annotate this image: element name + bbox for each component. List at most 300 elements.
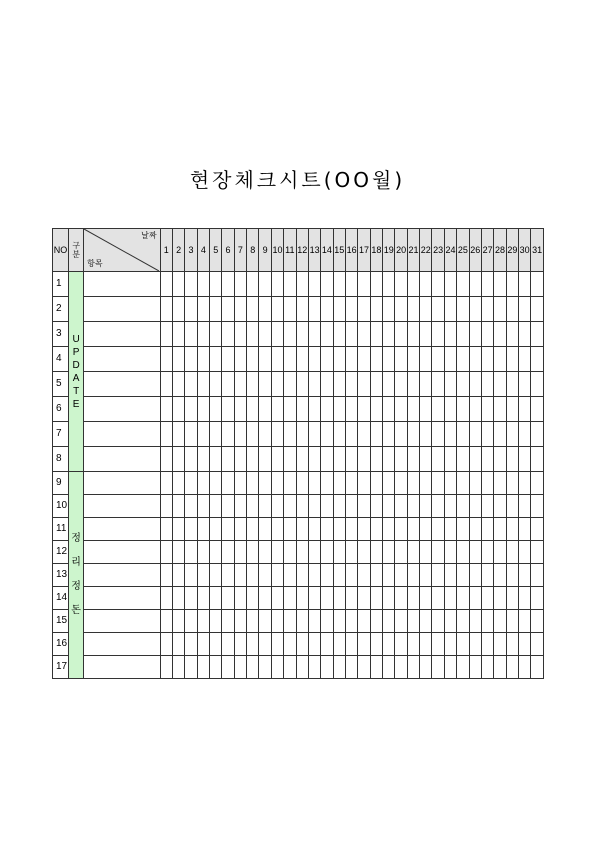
check-cell-day-30[interactable] xyxy=(519,322,531,347)
check-cell-day-28[interactable] xyxy=(494,347,506,372)
check-cell-day-15[interactable] xyxy=(333,372,345,397)
item-cell[interactable] xyxy=(84,518,160,541)
check-cell-day-30[interactable] xyxy=(519,495,531,518)
check-cell-day-3[interactable] xyxy=(185,518,197,541)
check-cell-day-7[interactable] xyxy=(234,272,246,297)
check-cell-day-8[interactable] xyxy=(247,272,259,297)
check-cell-day-1[interactable] xyxy=(160,297,172,322)
check-cell-day-25[interactable] xyxy=(457,397,469,422)
check-cell-day-28[interactable] xyxy=(494,472,506,495)
item-cell[interactable] xyxy=(84,587,160,610)
check-cell-day-29[interactable] xyxy=(506,587,518,610)
check-cell-day-30[interactable] xyxy=(519,347,531,372)
check-cell-day-18[interactable] xyxy=(370,472,382,495)
check-cell-day-2[interactable] xyxy=(172,518,184,541)
check-cell-day-2[interactable] xyxy=(172,272,184,297)
check-cell-day-6[interactable] xyxy=(222,422,234,447)
check-cell-day-8[interactable] xyxy=(247,495,259,518)
check-cell-day-23[interactable] xyxy=(432,372,444,397)
check-cell-day-21[interactable] xyxy=(407,541,419,564)
check-cell-day-1[interactable] xyxy=(160,518,172,541)
check-cell-day-14[interactable] xyxy=(321,422,333,447)
check-cell-day-1[interactable] xyxy=(160,610,172,633)
check-cell-day-27[interactable] xyxy=(481,422,493,447)
check-cell-day-27[interactable] xyxy=(481,397,493,422)
check-cell-day-26[interactable] xyxy=(469,472,481,495)
check-cell-day-11[interactable] xyxy=(284,447,296,472)
check-cell-day-5[interactable] xyxy=(210,564,222,587)
check-cell-day-19[interactable] xyxy=(383,564,395,587)
check-cell-day-22[interactable] xyxy=(420,610,432,633)
check-cell-day-19[interactable] xyxy=(383,633,395,656)
check-cell-day-13[interactable] xyxy=(308,610,320,633)
check-cell-day-12[interactable] xyxy=(296,422,308,447)
check-cell-day-7[interactable] xyxy=(234,372,246,397)
check-cell-day-12[interactable] xyxy=(296,272,308,297)
check-cell-day-11[interactable] xyxy=(284,610,296,633)
check-cell-day-2[interactable] xyxy=(172,656,184,679)
check-cell-day-26[interactable] xyxy=(469,372,481,397)
check-cell-day-24[interactable] xyxy=(444,447,456,472)
check-cell-day-29[interactable] xyxy=(506,372,518,397)
check-cell-day-25[interactable] xyxy=(457,447,469,472)
check-cell-day-9[interactable] xyxy=(259,422,271,447)
check-cell-day-15[interactable] xyxy=(333,397,345,422)
check-cell-day-22[interactable] xyxy=(420,564,432,587)
check-cell-day-1[interactable] xyxy=(160,564,172,587)
check-cell-day-1[interactable] xyxy=(160,347,172,372)
check-cell-day-29[interactable] xyxy=(506,447,518,472)
check-cell-day-16[interactable] xyxy=(345,587,357,610)
check-cell-day-31[interactable] xyxy=(531,397,544,422)
check-cell-day-11[interactable] xyxy=(284,518,296,541)
check-cell-day-3[interactable] xyxy=(185,397,197,422)
check-cell-day-17[interactable] xyxy=(358,541,370,564)
check-cell-day-20[interactable] xyxy=(395,397,407,422)
check-cell-day-10[interactable] xyxy=(271,472,283,495)
check-cell-day-30[interactable] xyxy=(519,564,531,587)
check-cell-day-4[interactable] xyxy=(197,610,209,633)
check-cell-day-8[interactable] xyxy=(247,322,259,347)
check-cell-day-3[interactable] xyxy=(185,633,197,656)
check-cell-day-28[interactable] xyxy=(494,447,506,472)
check-cell-day-10[interactable] xyxy=(271,495,283,518)
check-cell-day-10[interactable] xyxy=(271,272,283,297)
check-cell-day-9[interactable] xyxy=(259,541,271,564)
check-cell-day-15[interactable] xyxy=(333,422,345,447)
check-cell-day-6[interactable] xyxy=(222,272,234,297)
check-cell-day-27[interactable] xyxy=(481,472,493,495)
check-cell-day-25[interactable] xyxy=(457,633,469,656)
check-cell-day-2[interactable] xyxy=(172,564,184,587)
check-cell-day-13[interactable] xyxy=(308,633,320,656)
check-cell-day-28[interactable] xyxy=(494,518,506,541)
check-cell-day-7[interactable] xyxy=(234,610,246,633)
check-cell-day-16[interactable] xyxy=(345,372,357,397)
check-cell-day-7[interactable] xyxy=(234,322,246,347)
check-cell-day-17[interactable] xyxy=(358,272,370,297)
check-cell-day-21[interactable] xyxy=(407,397,419,422)
item-cell[interactable] xyxy=(84,347,160,372)
check-cell-day-24[interactable] xyxy=(444,495,456,518)
check-cell-day-30[interactable] xyxy=(519,447,531,472)
check-cell-day-28[interactable] xyxy=(494,372,506,397)
check-cell-day-27[interactable] xyxy=(481,372,493,397)
check-cell-day-22[interactable] xyxy=(420,297,432,322)
check-cell-day-3[interactable] xyxy=(185,610,197,633)
check-cell-day-5[interactable] xyxy=(210,610,222,633)
check-cell-day-23[interactable] xyxy=(432,518,444,541)
check-cell-day-2[interactable] xyxy=(172,347,184,372)
check-cell-day-24[interactable] xyxy=(444,347,456,372)
check-cell-day-26[interactable] xyxy=(469,422,481,447)
check-cell-day-9[interactable] xyxy=(259,347,271,372)
check-cell-day-28[interactable] xyxy=(494,297,506,322)
check-cell-day-8[interactable] xyxy=(247,297,259,322)
check-cell-day-29[interactable] xyxy=(506,564,518,587)
check-cell-day-24[interactable] xyxy=(444,610,456,633)
check-cell-day-29[interactable] xyxy=(506,541,518,564)
check-cell-day-24[interactable] xyxy=(444,472,456,495)
check-cell-day-26[interactable] xyxy=(469,633,481,656)
check-cell-day-3[interactable] xyxy=(185,541,197,564)
check-cell-day-7[interactable] xyxy=(234,447,246,472)
check-cell-day-11[interactable] xyxy=(284,541,296,564)
check-cell-day-12[interactable] xyxy=(296,322,308,347)
check-cell-day-18[interactable] xyxy=(370,541,382,564)
check-cell-day-7[interactable] xyxy=(234,587,246,610)
check-cell-day-11[interactable] xyxy=(284,472,296,495)
check-cell-day-3[interactable] xyxy=(185,297,197,322)
check-cell-day-19[interactable] xyxy=(383,656,395,679)
check-cell-day-9[interactable] xyxy=(259,297,271,322)
check-cell-day-13[interactable] xyxy=(308,541,320,564)
check-cell-day-2[interactable] xyxy=(172,610,184,633)
check-cell-day-9[interactable] xyxy=(259,372,271,397)
check-cell-day-28[interactable] xyxy=(494,610,506,633)
check-cell-day-13[interactable] xyxy=(308,272,320,297)
check-cell-day-16[interactable] xyxy=(345,397,357,422)
check-cell-day-11[interactable] xyxy=(284,372,296,397)
check-cell-day-17[interactable] xyxy=(358,495,370,518)
check-cell-day-20[interactable] xyxy=(395,587,407,610)
check-cell-day-12[interactable] xyxy=(296,518,308,541)
check-cell-day-31[interactable] xyxy=(531,495,544,518)
check-cell-day-21[interactable] xyxy=(407,518,419,541)
check-cell-day-29[interactable] xyxy=(506,397,518,422)
check-cell-day-13[interactable] xyxy=(308,422,320,447)
check-cell-day-28[interactable] xyxy=(494,495,506,518)
check-cell-day-14[interactable] xyxy=(321,472,333,495)
check-cell-day-5[interactable] xyxy=(210,422,222,447)
check-cell-day-24[interactable] xyxy=(444,541,456,564)
check-cell-day-20[interactable] xyxy=(395,564,407,587)
check-cell-day-29[interactable] xyxy=(506,272,518,297)
check-cell-day-30[interactable] xyxy=(519,633,531,656)
check-cell-day-23[interactable] xyxy=(432,447,444,472)
check-cell-day-7[interactable] xyxy=(234,656,246,679)
check-cell-day-4[interactable] xyxy=(197,495,209,518)
check-cell-day-25[interactable] xyxy=(457,518,469,541)
item-cell[interactable] xyxy=(84,422,160,447)
check-cell-day-21[interactable] xyxy=(407,495,419,518)
check-cell-day-15[interactable] xyxy=(333,472,345,495)
check-cell-day-28[interactable] xyxy=(494,397,506,422)
check-cell-day-1[interactable] xyxy=(160,656,172,679)
check-cell-day-25[interactable] xyxy=(457,372,469,397)
check-cell-day-7[interactable] xyxy=(234,541,246,564)
check-cell-day-24[interactable] xyxy=(444,587,456,610)
check-cell-day-19[interactable] xyxy=(383,322,395,347)
check-cell-day-17[interactable] xyxy=(358,472,370,495)
check-cell-day-14[interactable] xyxy=(321,272,333,297)
check-cell-day-25[interactable] xyxy=(457,347,469,372)
check-cell-day-5[interactable] xyxy=(210,272,222,297)
check-cell-day-23[interactable] xyxy=(432,587,444,610)
check-cell-day-10[interactable] xyxy=(271,397,283,422)
check-cell-day-8[interactable] xyxy=(247,447,259,472)
check-cell-day-2[interactable] xyxy=(172,472,184,495)
check-cell-day-2[interactable] xyxy=(172,422,184,447)
item-cell[interactable] xyxy=(84,397,160,422)
check-cell-day-30[interactable] xyxy=(519,422,531,447)
check-cell-day-11[interactable] xyxy=(284,347,296,372)
check-cell-day-16[interactable] xyxy=(345,495,357,518)
check-cell-day-4[interactable] xyxy=(197,472,209,495)
check-cell-day-27[interactable] xyxy=(481,272,493,297)
check-cell-day-12[interactable] xyxy=(296,495,308,518)
check-cell-day-31[interactable] xyxy=(531,422,544,447)
check-cell-day-21[interactable] xyxy=(407,347,419,372)
check-cell-day-17[interactable] xyxy=(358,372,370,397)
check-cell-day-4[interactable] xyxy=(197,633,209,656)
check-cell-day-31[interactable] xyxy=(531,272,544,297)
check-cell-day-15[interactable] xyxy=(333,610,345,633)
check-cell-day-24[interactable] xyxy=(444,422,456,447)
check-cell-day-1[interactable] xyxy=(160,587,172,610)
check-cell-day-3[interactable] xyxy=(185,422,197,447)
check-cell-day-25[interactable] xyxy=(457,422,469,447)
check-cell-day-26[interactable] xyxy=(469,397,481,422)
check-cell-day-26[interactable] xyxy=(469,322,481,347)
check-cell-day-12[interactable] xyxy=(296,587,308,610)
check-cell-day-12[interactable] xyxy=(296,372,308,397)
check-cell-day-1[interactable] xyxy=(160,633,172,656)
check-cell-day-13[interactable] xyxy=(308,397,320,422)
check-cell-day-19[interactable] xyxy=(383,372,395,397)
check-cell-day-14[interactable] xyxy=(321,610,333,633)
check-cell-day-5[interactable] xyxy=(210,495,222,518)
check-cell-day-27[interactable] xyxy=(481,447,493,472)
check-cell-day-23[interactable] xyxy=(432,633,444,656)
check-cell-day-13[interactable] xyxy=(308,347,320,372)
check-cell-day-17[interactable] xyxy=(358,610,370,633)
check-cell-day-6[interactable] xyxy=(222,541,234,564)
check-cell-day-17[interactable] xyxy=(358,447,370,472)
check-cell-day-10[interactable] xyxy=(271,347,283,372)
check-cell-day-31[interactable] xyxy=(531,541,544,564)
check-cell-day-26[interactable] xyxy=(469,495,481,518)
item-cell[interactable] xyxy=(84,297,160,322)
check-cell-day-9[interactable] xyxy=(259,633,271,656)
check-cell-day-5[interactable] xyxy=(210,322,222,347)
check-cell-day-30[interactable] xyxy=(519,272,531,297)
check-cell-day-11[interactable] xyxy=(284,397,296,422)
check-cell-day-18[interactable] xyxy=(370,610,382,633)
check-cell-day-9[interactable] xyxy=(259,587,271,610)
check-cell-day-17[interactable] xyxy=(358,347,370,372)
check-cell-day-1[interactable] xyxy=(160,272,172,297)
check-cell-day-16[interactable] xyxy=(345,518,357,541)
check-cell-day-2[interactable] xyxy=(172,633,184,656)
check-cell-day-1[interactable] xyxy=(160,472,172,495)
check-cell-day-3[interactable] xyxy=(185,564,197,587)
check-cell-day-8[interactable] xyxy=(247,472,259,495)
check-cell-day-6[interactable] xyxy=(222,447,234,472)
item-cell[interactable] xyxy=(84,656,160,679)
check-cell-day-4[interactable] xyxy=(197,347,209,372)
check-cell-day-17[interactable] xyxy=(358,397,370,422)
check-cell-day-3[interactable] xyxy=(185,372,197,397)
check-cell-day-29[interactable] xyxy=(506,610,518,633)
check-cell-day-23[interactable] xyxy=(432,541,444,564)
check-cell-day-28[interactable] xyxy=(494,422,506,447)
check-cell-day-5[interactable] xyxy=(210,518,222,541)
check-cell-day-16[interactable] xyxy=(345,541,357,564)
check-cell-day-26[interactable] xyxy=(469,297,481,322)
check-cell-day-21[interactable] xyxy=(407,422,419,447)
check-cell-day-16[interactable] xyxy=(345,422,357,447)
check-cell-day-7[interactable] xyxy=(234,297,246,322)
check-cell-day-12[interactable] xyxy=(296,297,308,322)
check-cell-day-22[interactable] xyxy=(420,656,432,679)
check-cell-day-8[interactable] xyxy=(247,372,259,397)
check-cell-day-13[interactable] xyxy=(308,495,320,518)
check-cell-day-31[interactable] xyxy=(531,447,544,472)
check-cell-day-18[interactable] xyxy=(370,422,382,447)
check-cell-day-10[interactable] xyxy=(271,587,283,610)
check-cell-day-29[interactable] xyxy=(506,472,518,495)
check-cell-day-14[interactable] xyxy=(321,322,333,347)
check-cell-day-6[interactable] xyxy=(222,518,234,541)
check-cell-day-19[interactable] xyxy=(383,518,395,541)
check-cell-day-13[interactable] xyxy=(308,518,320,541)
check-cell-day-14[interactable] xyxy=(321,372,333,397)
check-cell-day-4[interactable] xyxy=(197,322,209,347)
check-cell-day-14[interactable] xyxy=(321,495,333,518)
check-cell-day-2[interactable] xyxy=(172,372,184,397)
check-cell-day-5[interactable] xyxy=(210,347,222,372)
check-cell-day-18[interactable] xyxy=(370,372,382,397)
check-cell-day-19[interactable] xyxy=(383,297,395,322)
check-cell-day-20[interactable] xyxy=(395,297,407,322)
check-cell-day-21[interactable] xyxy=(407,472,419,495)
check-cell-day-13[interactable] xyxy=(308,297,320,322)
check-cell-day-18[interactable] xyxy=(370,587,382,610)
check-cell-day-8[interactable] xyxy=(247,347,259,372)
check-cell-day-18[interactable] xyxy=(370,272,382,297)
check-cell-day-27[interactable] xyxy=(481,495,493,518)
check-cell-day-16[interactable] xyxy=(345,297,357,322)
item-cell[interactable] xyxy=(84,372,160,397)
check-cell-day-6[interactable] xyxy=(222,297,234,322)
check-cell-day-4[interactable] xyxy=(197,372,209,397)
check-cell-day-24[interactable] xyxy=(444,322,456,347)
check-cell-day-6[interactable] xyxy=(222,347,234,372)
check-cell-day-25[interactable] xyxy=(457,541,469,564)
check-cell-day-31[interactable] xyxy=(531,372,544,397)
check-cell-day-20[interactable] xyxy=(395,372,407,397)
check-cell-day-24[interactable] xyxy=(444,297,456,322)
check-cell-day-1[interactable] xyxy=(160,422,172,447)
check-cell-day-31[interactable] xyxy=(531,564,544,587)
check-cell-day-9[interactable] xyxy=(259,656,271,679)
check-cell-day-2[interactable] xyxy=(172,447,184,472)
item-cell[interactable] xyxy=(84,610,160,633)
check-cell-day-18[interactable] xyxy=(370,656,382,679)
check-cell-day-25[interactable] xyxy=(457,656,469,679)
check-cell-day-21[interactable] xyxy=(407,322,419,347)
check-cell-day-2[interactable] xyxy=(172,541,184,564)
check-cell-day-26[interactable] xyxy=(469,541,481,564)
check-cell-day-30[interactable] xyxy=(519,372,531,397)
check-cell-day-22[interactable] xyxy=(420,587,432,610)
check-cell-day-14[interactable] xyxy=(321,587,333,610)
check-cell-day-30[interactable] xyxy=(519,656,531,679)
check-cell-day-22[interactable] xyxy=(420,633,432,656)
check-cell-day-25[interactable] xyxy=(457,297,469,322)
check-cell-day-19[interactable] xyxy=(383,422,395,447)
check-cell-day-3[interactable] xyxy=(185,495,197,518)
check-cell-day-15[interactable] xyxy=(333,518,345,541)
check-cell-day-10[interactable] xyxy=(271,297,283,322)
check-cell-day-10[interactable] xyxy=(271,541,283,564)
check-cell-day-6[interactable] xyxy=(222,633,234,656)
check-cell-day-15[interactable] xyxy=(333,272,345,297)
check-cell-day-31[interactable] xyxy=(531,472,544,495)
check-cell-day-20[interactable] xyxy=(395,656,407,679)
check-cell-day-3[interactable] xyxy=(185,347,197,372)
item-cell[interactable] xyxy=(84,272,160,297)
check-cell-day-20[interactable] xyxy=(395,495,407,518)
check-cell-day-8[interactable] xyxy=(247,633,259,656)
check-cell-day-23[interactable] xyxy=(432,322,444,347)
check-cell-day-9[interactable] xyxy=(259,610,271,633)
check-cell-day-5[interactable] xyxy=(210,472,222,495)
check-cell-day-18[interactable] xyxy=(370,397,382,422)
check-cell-day-23[interactable] xyxy=(432,347,444,372)
check-cell-day-25[interactable] xyxy=(457,272,469,297)
check-cell-day-2[interactable] xyxy=(172,297,184,322)
check-cell-day-16[interactable] xyxy=(345,272,357,297)
check-cell-day-27[interactable] xyxy=(481,564,493,587)
check-cell-day-20[interactable] xyxy=(395,447,407,472)
check-cell-day-8[interactable] xyxy=(247,656,259,679)
check-cell-day-17[interactable] xyxy=(358,633,370,656)
check-cell-day-1[interactable] xyxy=(160,447,172,472)
check-cell-day-14[interactable] xyxy=(321,541,333,564)
check-cell-day-5[interactable] xyxy=(210,397,222,422)
check-cell-day-24[interactable] xyxy=(444,272,456,297)
check-cell-day-16[interactable] xyxy=(345,322,357,347)
check-cell-day-7[interactable] xyxy=(234,518,246,541)
check-cell-day-29[interactable] xyxy=(506,422,518,447)
check-cell-day-1[interactable] xyxy=(160,372,172,397)
check-cell-day-9[interactable] xyxy=(259,495,271,518)
check-cell-day-25[interactable] xyxy=(457,564,469,587)
check-cell-day-23[interactable] xyxy=(432,397,444,422)
check-cell-day-26[interactable] xyxy=(469,518,481,541)
